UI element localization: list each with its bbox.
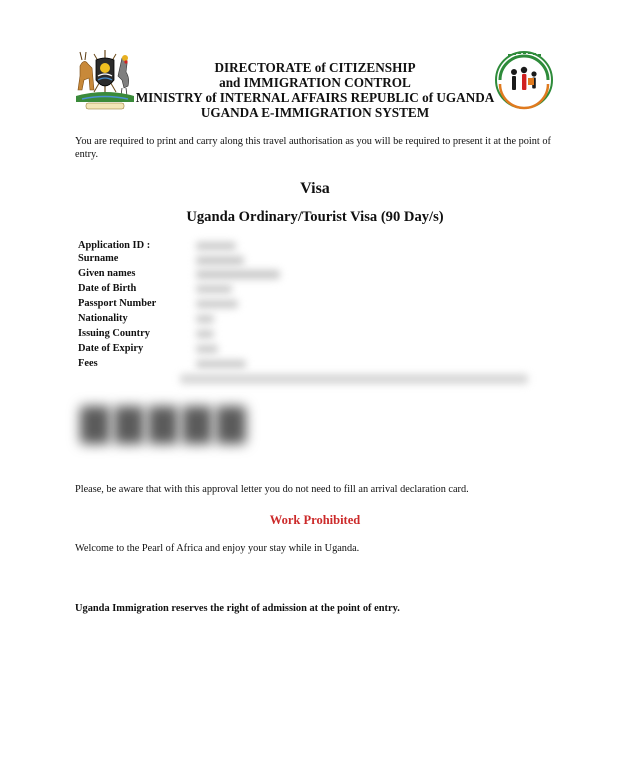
visa-title: Visa bbox=[300, 180, 330, 197]
visa-subtitle: Uganda Ordinary/Tourist Visa (90 Day/s) bbox=[186, 209, 444, 225]
field-application-id-label: Application ID : bbox=[78, 240, 151, 251]
redacted-issuing-country bbox=[196, 330, 214, 338]
redacted-qr-code bbox=[78, 402, 250, 448]
header-line-3: MINISTRY of INTERNAL AFFAIRS REPUBLIC of UGANDA bbox=[135, 90, 495, 105]
redacted-date-of-birth bbox=[196, 285, 232, 293]
header-line-2: and IMMIGRATION CONTROL bbox=[219, 75, 411, 90]
redacted-given-names bbox=[196, 270, 280, 279]
intro-text: You are required to print and carry along this travel authorisation as you will be required to present it at the point of entry. bbox=[75, 136, 551, 160]
arrival-card-notice: Please, be aware that with this approval letter you do not need to fill an arrival declaration card. bbox=[75, 484, 469, 495]
header-line-1: DIRECTORATE of CITIZENSHIP bbox=[214, 60, 416, 75]
redacted-date-of-expiry bbox=[196, 345, 218, 353]
redacted-long-line bbox=[180, 374, 528, 384]
uganda-coat-of-arms-icon bbox=[72, 46, 138, 112]
field-issuing-country-label: Issuing Country bbox=[78, 328, 150, 339]
work-prohibited-warning: Work Prohibited bbox=[269, 513, 361, 527]
field-given-names-label: Given names bbox=[78, 268, 136, 279]
field-passport-number-label: Passport Number bbox=[78, 298, 157, 309]
redacted-passport-number bbox=[196, 300, 238, 308]
immigration-uganda-badge-icon bbox=[490, 48, 558, 112]
admission-reserve-text: Uganda Immigration reserves the right of admission at the point of entry. bbox=[75, 603, 400, 614]
header-line-4: UGANDA E-IMMIGRATION SYSTEM bbox=[200, 105, 430, 120]
redacted-nationality bbox=[196, 315, 214, 323]
field-fees-label: Fees bbox=[78, 358, 98, 369]
welcome-text: Welcome to the Pearl of Africa and enjoy your stay while in Uganda. bbox=[75, 543, 360, 554]
field-date-of-birth-label: Date of Birth bbox=[78, 283, 137, 294]
redacted-application-id bbox=[196, 242, 236, 250]
redacted-fees bbox=[196, 360, 246, 368]
redacted-surname bbox=[196, 256, 244, 265]
field-date-of-expiry-label: Date of Expiry bbox=[78, 343, 144, 354]
field-surname-label: Surname bbox=[78, 253, 119, 264]
field-nationality-label: Nationality bbox=[78, 313, 128, 324]
